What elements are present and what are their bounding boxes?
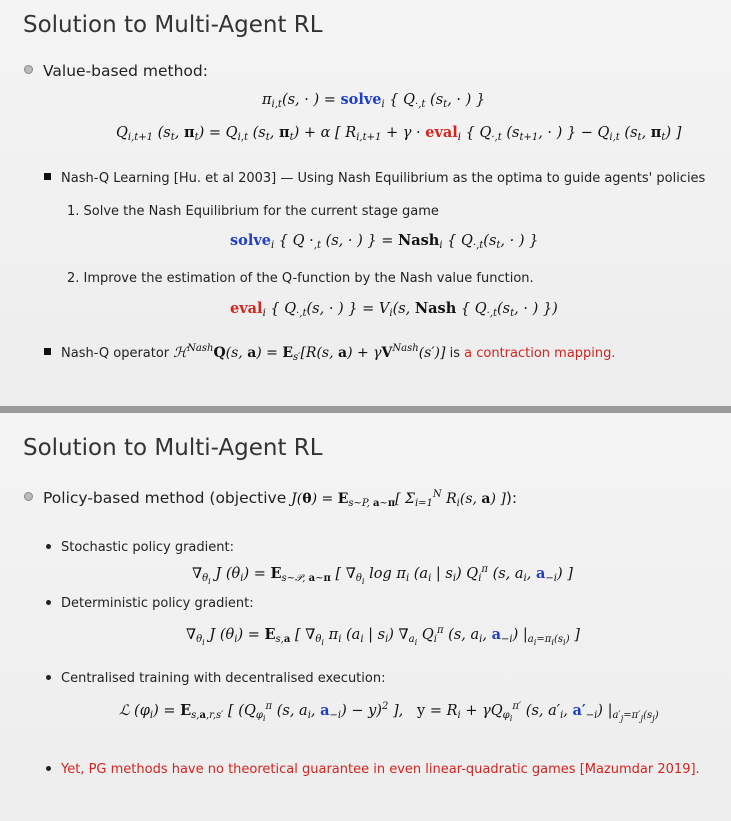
stochastic-bullet — [46, 540, 234, 555]
nash-q-operator-bullet — [44, 343, 616, 363]
step-1: 1. Solve the Nash Equilibrium for the current stage game — [67, 204, 439, 219]
slide-title: Solution to Multi-Agent RL — [23, 435, 323, 461]
slide-title: Solution to Multi-Agent RL — [23, 12, 323, 38]
contraction-mapping-text: a contraction mapping. — [464, 346, 616, 361]
note-text: Yet, PG methods have no theoretical guarantee in even linear-quadratic games [Mazumdar 2019]. — [61, 762, 700, 777]
small-dot-icon — [46, 600, 51, 605]
step-2: 2. Improve the estimation of the Q-function by the Nash value function. — [67, 271, 534, 286]
bullet-dot-icon — [24, 492, 33, 501]
operator-prefix: Nash-Q operator — [61, 346, 170, 361]
equation-q-update: $Q_{i,t+1}$ ($s_t$, $\pi_t) = Q_{i,t}$ ($s_t$, $\pi_t) + \alpha$ [ $R_{i,t+1} + \gamma$ · eval$_i$ { $Q_{\cdot,t}$ ($s_{t+1}$, · ) } − $Q_{i,t}$ ($s_t$, $\pi_t$) ] — [116, 124, 682, 143]
square-bullet-icon — [44, 173, 51, 180]
operator-is: is — [449, 346, 460, 361]
ctde-label: Centralised training with decentralised execution: — [61, 671, 386, 686]
slide-policy-based — [0, 406, 731, 821]
square-bullet-icon — [44, 348, 51, 355]
stochastic-label: Stochastic policy gradient: — [61, 540, 234, 555]
deterministic-label: Deterministic policy gradient: — [61, 596, 254, 611]
equation-solve: solve$_i$ { $Q \cdot_{,t}$ (s, · ) } = Nash$_i$ { $Q_{\cdot,t}(s_t$, · ) } — [230, 232, 539, 251]
deterministic-bullet — [46, 596, 254, 611]
bullet-label: Value-based method: — [43, 62, 208, 80]
bullet-policy-based — [24, 489, 517, 509]
ctde-bullet — [46, 671, 385, 686]
small-dot-icon — [46, 766, 51, 771]
equation-eval: eval$_i$ { $Q_{\cdot,t}(s$, · ) } = $V_i(s$, Nash { $Q_{\cdot,t}(s_t$, · ) }) — [230, 300, 558, 319]
bullet-suffix: ): — [505, 489, 518, 507]
pg-guarantee-note — [46, 762, 700, 777]
bullet-prefix: Policy-based method (objective — [43, 489, 287, 507]
equation-stochastic-pg: $\nabla_{\theta_i}$ J $(\theta_i) = E_{s\sim 𝒫, a\sim\pi}$ [ $\nabla_{\theta_i}$ $\log \pi_i$ ($a_i$ | $s_i$) $Q_i^\pi$ (s, $a_i$, $a_{-i}$) ] — [192, 564, 573, 586]
objective-equation: $J(\theta) = E_{s\sim P, a\sim\pi}$[ $\Sigma_{i=1}^N$ $R_i(s$, a) ] — [291, 489, 506, 509]
small-dot-icon — [46, 675, 51, 680]
equation-deterministic-pg: $\nabla_{\theta_i}$ J $(\theta_i) = E_{s,a}$ [ $\nabla_{\theta_i}$ $\pi_i$ ($a_i$ | $s_i$) $\nabla_{a_i}$ $Q_i^\pi$ (s, $a_i$, $a_{-i}$) $|_{a_i=\pi_i(s_i)}$ ] — [186, 625, 580, 647]
nash-q-bullet — [44, 171, 705, 186]
operator-equation: ℋ$^{Nash}$Q(s, $a) = E_{s'}[R(s$, $a) + \gamma V^{Nash}(s')$] — [173, 343, 446, 363]
small-dot-icon — [46, 544, 51, 549]
equation-ctde: ℒ $(\varphi_i) = E_{s,a,r,s'}$ [ ($Q_{\varphi_i}^\pi$ (s, $a_i$, $a_{-i}) - y)^2$ ], $y = R_i + \gamma Q_{\varphi_i}^{\pi'}$ (s, $a'_i$, $a'_{-i}$) $|_{a'_j=\pi'_j(s_j)}$ — [119, 701, 659, 723]
slide-value-based — [0, 0, 731, 406]
bullet-value-based — [24, 62, 208, 80]
equation-policy: $\pi_{i,t}(s$, · ) = solve$_i$ { $Q_{\cdot,t}$ ($s_t$, · ) } — [262, 91, 486, 110]
bullet-dot-icon — [24, 65, 33, 74]
nash-q-text: Nash-Q Learning [Hu. et al 2003] — Using Nash Equilibrium as the optima to guide agents' policies — [61, 171, 706, 186]
